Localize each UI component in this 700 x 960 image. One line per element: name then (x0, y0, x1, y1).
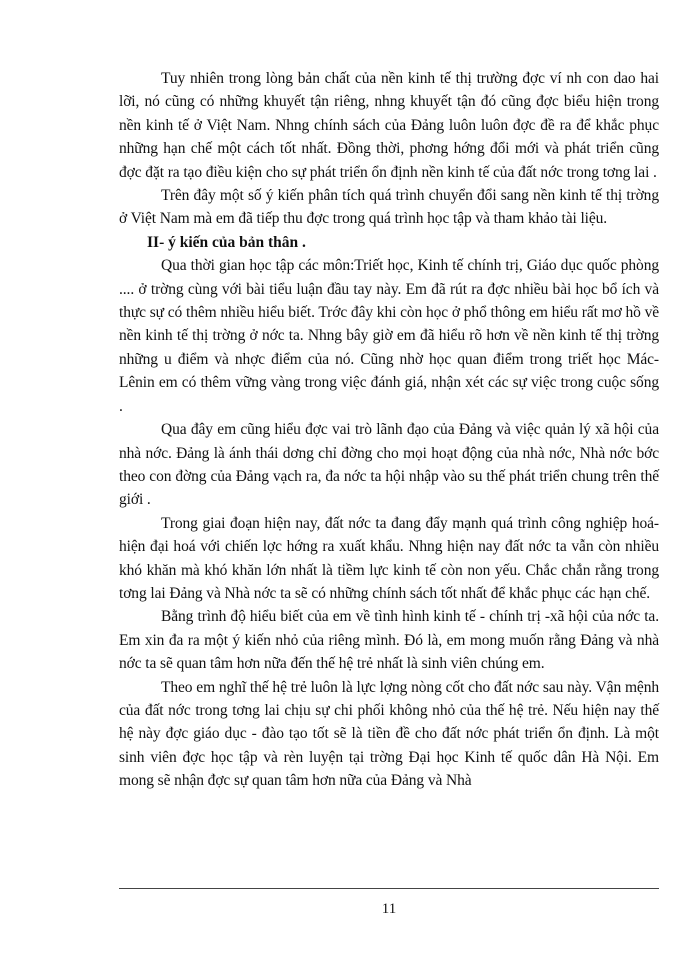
paragraph-party-role: Qua đây em cũng hiểu đợc vai trò lãnh đạo của Đảng và việc quản lý xã hội của nhà nớc. Đảng là ánh thái dơng chỉ đờng cho mọi hoạt động của nhà nớc, Nhà nớc bớc theo con đờng của Đảng vạch ra, đa nớc ta hội nhập vào su thế phát triển chung trên thế giới . (119, 421, 659, 509)
body-text (119, 67, 659, 793)
paragraph-summary: Trên đây một số ý kiến phân tích quá trình chuyển đổi sang nền kinh tế thị trờng ở Việt Nam mà em đã tiếp thu đợc trong quá trình học tập và tham khảo tài liệu. (119, 187, 659, 228)
paragraph-learning: Qua thời gian học tập các môn:Triết học, Kinh tế chính trị, Giáo dục quốc phòng .... ở trờng cùng với bài tiểu luận đầu tay này. Em đã rút ra đợc nhiều bài học bổ ích và thực sự có thêm nhiều hiểu biết. Trớc đây khi còn học ở phổ thông em hiểu rất mơ hồ về nền kinh tế thị trờng ở nớc ta. Nhng bây giờ em đã hiểu rõ hơn về nền kinh tế thị trờng những u điểm và nhợc điểm của nó. Cũng nhờ học quan điểm trong triết học Mác- Lênin em có thêm vững vàng trong việc đánh giá, nhận xét các sự việc trong cuộc sống . (119, 257, 659, 415)
page-number: 11 (381, 901, 397, 917)
section-heading: II- ý kiến của bản thân . (147, 233, 306, 251)
paragraph-young-generation: Theo em nghĩ thế hệ trẻ luôn là lực lợng nòng cốt cho đất nớc sau này. Vận mệnh của đất nớc trong tơng lai chịu sự chi phối không nhỏ của thế hệ trẻ. Nếu hiện nay thế hệ này đợc giáo dục - đào tạo tốt sẽ là tiền đề cho đất nớc phát triển ổn định. Là một sinh viên đợc học tập và rèn luyện tại trờng Đại học Kinh tế quốc dân Hà Nội. Em mong sẽ nhận đợc sự quan tâm hơn nữa của Đảng và Nhà (119, 678, 659, 790)
paragraph-industrialization: Trong giai đoạn hiện nay, đất nớc ta đang đẩy mạnh quá trình công nghiệp hoá- hiện đại hoá với chiến lợc hớng ra xuất khẩu. Nhng hiện nay đất nớc ta vẫn còn nhiều khó khăn mà khó khăn lớn nhất là tiềm lực kinh tế còn non yếu. Chắc chắn rằng trong tơng lai Đảng và Nhà nớc ta sẽ có những chính sách tốt nhất để khắc phục các hạn chế. (119, 514, 659, 602)
paragraph-market-economy-drawbacks: Tuy nhiên trong lòng bản chất của nền kinh tế thị trường đợc ví nh con dao hai lỡi, nó cũng có những khuyết tận riêng, nhng khuyết tận đó cũng đợc biểu hiện trong nền kinh tế ở Việt Nam. Nhng chính sách của Đảng luôn luôn đợc đề ra để khắc phục những hạn chế một cách tốt nhất. Đồng thời, phơng hớng đổi mới và phát triển cũng đợc đặt ra tạo điều kiện cho sự phát triển ổn định nền kinh tế của đất nớc trong tơng lai . (119, 70, 659, 181)
footer-divider (119, 888, 659, 889)
paragraph-opinion: Bằng trình độ hiểu biết của em về tình hình kinh tế - chính trị -xã hội của nớc ta. Em xin đa ra một ý kiến nhỏ của riêng mình. Đó là, em mong muốn rằng Đảng và nhà nớc ta sẽ quan tâm hơn nữa đến thế hệ trẻ nhất là sinh viên chúng em. (119, 608, 659, 673)
